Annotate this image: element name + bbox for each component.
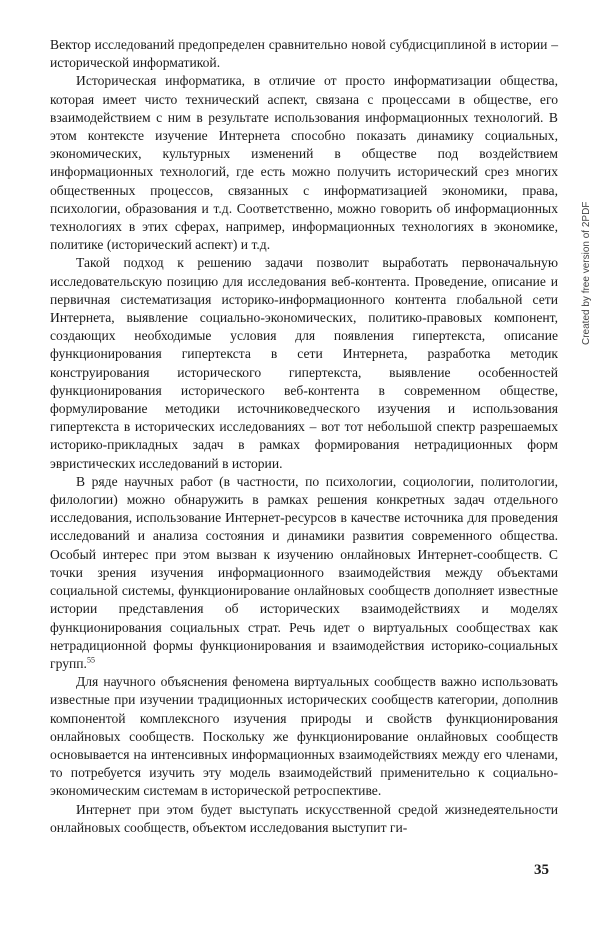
paragraph-3: Такой подход к решению задачи позволит выработать первоначальную исследовательскую позицию для исследования веб-контента. Проведение, описание и первичная систематизация историко-информационного контента глобальной сети Интернета, выявление социально-экономических, политико-правовых компонент, создающих необходимые условия для появления гипертекста, описание функционирования гипертекста в сети Интернета, разработка методик конструирования исторического гипертекста, выявление особенностей функционирования исторического веб-контента в современном обществе, формулирование методики источниковедческого изучения и использования гипертекста в исторических исследованиях – вот тот небольшой спектр разрешаемых историко-прикладных задач в рамках формирования нетрадиционных форм эвристических исследований в истории. [50, 255, 558, 471]
watermark-text: Created by free version of 2PDF [581, 201, 592, 345]
body-text [50, 36, 558, 837]
paragraph-6: Интернет при этом будет выступать искусственной средой жизнедеятельности онлайновых сообществ, объектом исследования выступит ги- [50, 801, 558, 835]
footnote-marker: 55 [86, 655, 95, 665]
paragraph-4 [50, 473, 558, 673]
page-number: 35 [534, 862, 549, 878]
paragraph-1: Вектор исследований предопределен сравнительно новой субдисциплиной в истории – исторической информатикой. [50, 37, 558, 71]
paragraph-2: Историческая информатика, в отличие от просто информатизации общества, которая имеет чисто технический аспект, связана с процессами в обществе, его взаимодействием с ним в результате использования информационных технологий. В этом контексте изучение Интернета способно показать динамику социальных, экономических, культурных изменений в обществе под воздействием информационных технологий, где есть можно получить исторический срез многих общественных процессов, связанных с информатизацией экономики, права, психологии, образования и т.д. Соответственно, можно говорить об информационных технологиях в этих сферах, например, информационных технологиях в экономике, политике (исторический аспект) и т.д. [50, 73, 558, 253]
paragraph-4-text: В ряде научных работ (в частности, по психологии, социологии, политологии, филологии) можно обнаружить в рамках решения конкретных задач отдельного исследования, использование Интернет-ресурсов в качестве источника для проведения исследований и анализа состояния и динамики развития современного общества. Особый интерес при этом вызван к изучению онлайновых Интернет-сообществ. С точки зрения изучения информационного взаимодействия между объектами социальной системы, функционирование онлайновых сообществ дополняет известные истории представления об исторических взаимодействиях и моделях функционирования социальных страт. Речь идет о виртуальных сообществах как нетрадиционной формы функционирования и взаимодействия историко-социальных групп. [50, 473, 558, 671]
paragraph-5: Для научного объяснения феномена виртуальных сообществ важно использовать известные при изучении традиционных исторических сообществ категории, дополнив компонентой комплексного изучения природы и свойств функционирования онлайновых сообществ. Поскольку же функционирование онлайновых сообществ основывается на интенсивных информационных взаимодействиях между его членами, то потребуется изучить эту модель взаимодействий применительно к социально-экономическим системам в исторической ретроспективе. [50, 674, 558, 799]
